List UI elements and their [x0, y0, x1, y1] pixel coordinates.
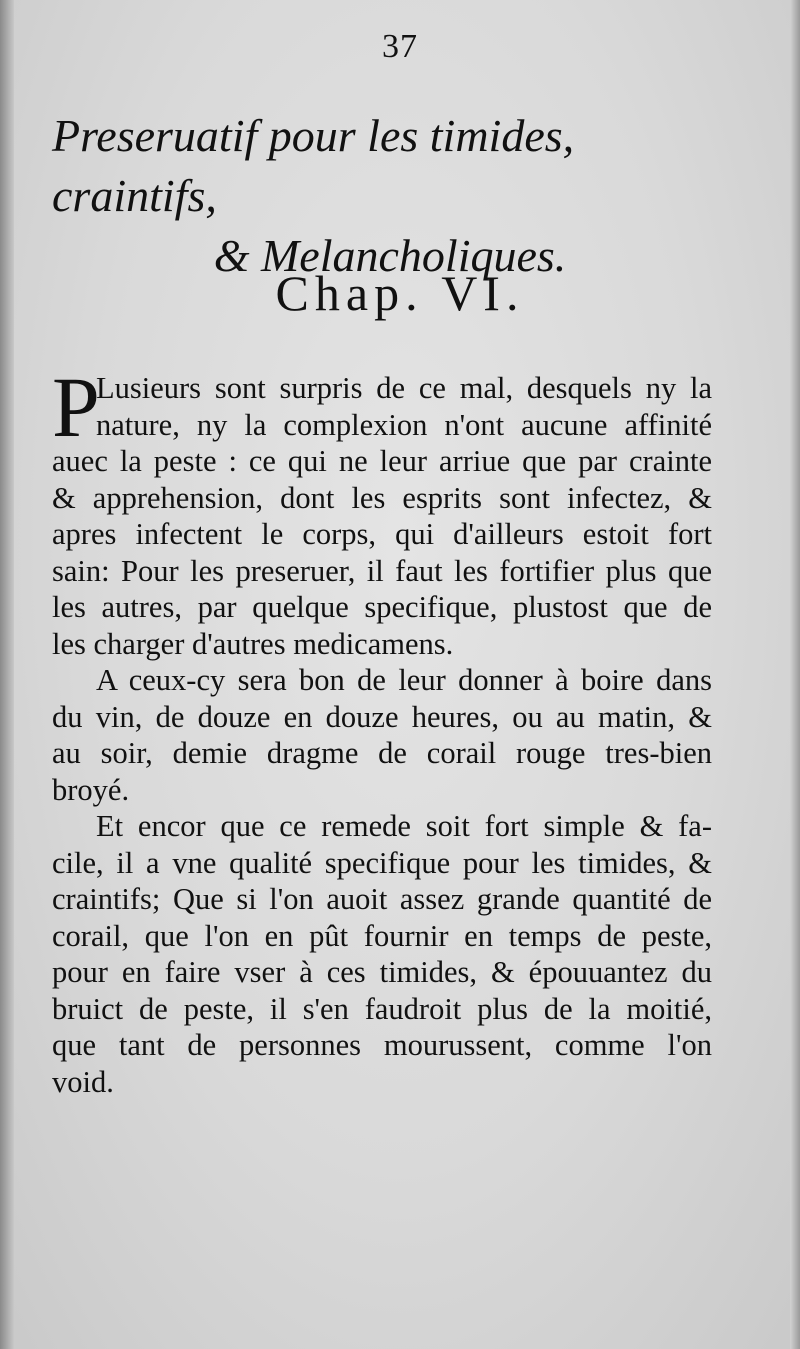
text-line: broyé. — [52, 772, 130, 807]
text-line: du vin, de douze en douze heures, ou au matin, & — [52, 699, 712, 734]
text-line: craintifs; Que si l'on auoit assez grande quantité de — [52, 882, 712, 916]
text-line: au soir, demie dragme de corail rouge tres-bien — [52, 736, 712, 770]
text-line: bruict de peste, il s'en faudroit plus de la moitié, — [52, 991, 712, 1026]
chapter-label: Chap. — [275, 265, 424, 321]
page-number: 37 — [382, 28, 418, 65]
text-line: pour en faire vser à ces timides, & épouuantez du — [52, 955, 712, 989]
title-line-2: & Melancholiques. — [213, 230, 567, 281]
text-line: nature, ny la complexion n'ont aucune affinité — [96, 407, 712, 442]
text-line: les charger d'autres medicamens. — [52, 626, 454, 661]
text-line: que tant de personnes mourussent, comme l'on — [52, 1028, 712, 1062]
chapter-heading — [0, 264, 800, 322]
text-line: corail, que l'on en pût fournir en temps de peste, — [52, 918, 712, 953]
text-line: Lusieurs sont surpris de ce mal, desquels ny la — [96, 371, 712, 405]
paragraph-2 — [52, 662, 712, 808]
text-line: A ceux-cy sera bon de leur donner à boire dans — [96, 663, 712, 697]
paragraph-3 — [52, 808, 712, 1100]
text-line: apres infectent le corps, qui d'ailleurs estoit fort — [52, 517, 712, 551]
text-line: & apprehension, dont les esprits sont infectez, & — [52, 480, 712, 515]
text-line: sain: Pour les preseruer, il faut les fortifier plus que — [52, 553, 712, 588]
title-line-1: Preseruatif pour les timides, craintifs, — [52, 110, 575, 221]
drop-cap: P — [52, 359, 100, 455]
page-left-edge — [0, 0, 14, 1349]
text-line: void. — [52, 1064, 114, 1099]
text-line: auec la peste : ce qui ne leur arriue que par crainte — [52, 444, 712, 478]
page-right-edge — [790, 0, 800, 1349]
page-title — [50, 106, 730, 286]
paragraph-1 — [52, 359, 712, 662]
body-text — [52, 359, 712, 1100]
chapter-number: VI. — [441, 265, 525, 321]
text-line: les autres, par quelque specifique, plustost que de — [52, 590, 712, 624]
text-line: cile, il a vne qualité specifique pour les timides, & — [52, 845, 712, 880]
text-line: Et encor que ce remede soit fort simple & fa- — [96, 809, 712, 843]
